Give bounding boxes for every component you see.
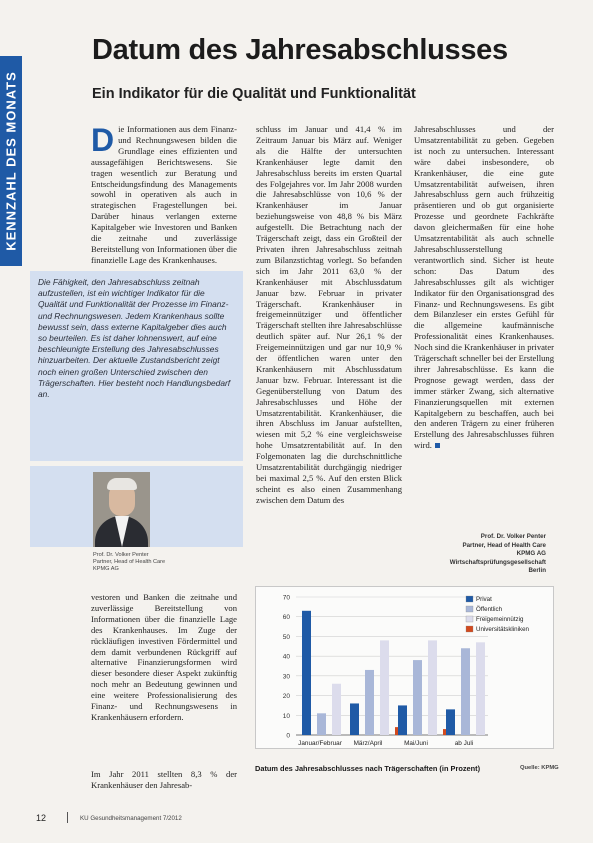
body-column-1-continued: vestoren und Banken die zeitnahe und zuverlässige Bereitstellung von Informationen über die finanzielle Lage des Krankenhauses. Im Zuge der rückläufigen investiven Fördermittel und dem damit verbundenen Rückgriff auf alternative Finanzierungsformen wird dieser besondere dieser Aspekt zukünftig noch mehr an Bedeutung gewinnen und eine weitere Professionalisierung des Finanz- und Rechnungswesens in Krankenhäusern erfordern.	[91, 592, 237, 722]
chart-caption: Datum des Jahresabschlusses nach Trägerschaften (in Prozent)	[255, 764, 481, 773]
legend-swatch	[466, 596, 473, 602]
legend-swatch	[466, 616, 473, 622]
x-tick-label: März/April	[353, 740, 383, 747]
bar	[302, 611, 311, 735]
y-tick-label: 20	[282, 693, 290, 701]
bar	[398, 705, 407, 735]
kennzahl-banner	[0, 56, 22, 266]
photo-caption: Prof. Dr. Volker Penter Partner, Head of Health Care KPMG AG	[93, 552, 166, 572]
end-mark	[435, 443, 440, 448]
legend-swatch	[466, 606, 473, 612]
pull-quote-box	[30, 271, 243, 461]
y-tick-label: 0	[286, 732, 290, 740]
body-column-3	[414, 124, 554, 451]
author-caption: Prof. Dr. Volker Penter Partner, Head of Health Care KPMG AG Wirtschaftsprüfungsgesellschaft Berlin	[449, 533, 546, 575]
legend-label: Öffentlich	[476, 606, 503, 613]
bar	[332, 684, 341, 735]
bar-chart-svg	[256, 587, 555, 750]
column-3-text: Jahresabschlusses und der Umsatzrentabilität zu geben. Gegeben ist noch zu untersuchen. Interessant wäre dabei insbesondere, ob Krankenhäuser, die eine gute Umsatzrentabilität aufweisen, ihren Jahresabschluss gern auch frühzeitig präsentieren und ob gut organisierte Prozesse und geordnete Fachkräfte davon gleichermaßen für eine hohe Umsatzrentabilität als auch schnelle Jahresabschlusserstellung verantwortlich sind. Sicher ist heute schon: Das Datum des Jahresabschlusses gilt als wichtiger Indikator für den Organisationsgrad des Finanz- und Rechnungswesens. Es gibt dem Bilanzleser ein erstes Gefühl für die allgemeine kaufmännische Professionalität eines Krankenhauses. Noch sind die Krankenhäuser in privater Trägerschaft schneller bei der Erstellung ihrer Jahresabschlüsse. Es kann die Prognose gewagt werden, dass der immer stärker Zwang, sich alternative Finanzierungsquellen mit externen Kapitalgebern zu beschaffen, auch bei den anderen Trägern zu einer früheren Erstellung des Jahresabschlusses führen wird.	[414, 124, 554, 451]
x-tick-label: Januar/Februar	[298, 740, 342, 747]
bar-chart	[255, 586, 554, 749]
x-tick-label: Mai/Juni	[404, 740, 428, 747]
chart-source: Quelle: KPMG	[520, 765, 559, 771]
publication-name: KU Gesundheitsmanagement 7/2012	[80, 815, 182, 822]
intro-text: ie Informationen aus dem Finanz- und Rechnungswesen bilden die Grundlage eines effizienten und aussagefähigen Berichtswesens. Sie tragen wesentlich zur Beratung und Entscheidungsfindung des Managements sowohl in operativen als auch in strategischen Fragestellungen bei. Darüber hinaus verlangen externe Kapitalgeber wie Investoren und Banken die zeitnahe und zuverlässige Bereitstellung von Informationen über die finanzielle Lage des Krankenhauses.	[91, 124, 237, 265]
footer-divider	[67, 812, 68, 823]
bar	[317, 713, 326, 735]
bar	[365, 670, 374, 735]
bar	[380, 640, 389, 735]
bar	[461, 648, 470, 735]
legend-label: Universitätskliniken	[476, 626, 529, 633]
drop-cap: D	[91, 122, 115, 158]
legend-swatch	[466, 626, 473, 632]
article-subtitle: Ein Indikator für die Qualität und Funktionalität	[92, 86, 416, 102]
y-tick-label: 10	[282, 712, 290, 720]
body-column-1	[91, 124, 237, 266]
article-title: Datum des Jahresabschlusses	[92, 34, 508, 66]
x-tick-label: ab Juli	[454, 740, 474, 747]
y-tick-label: 70	[282, 594, 290, 602]
y-tick-label: 60	[282, 614, 290, 622]
pull-quote: Die Fähigkeit, den Jahresabschluss zeitnah aufzustellen, ist ein wichtiger Indikator für die Qualität und Funktionalität der Prozesse im Finanz- und Rechnungswesen. Jedem Krankenhaus sollte bewusst sein, dass externe Kapitalgeber dies auch so beurteilen. Es ist daher lohnenswert, auf eine beschleunigte Erstellung des Jahresabschlusses hinzuarbeiten. Der aktuelle Zustandsbericht zeigt noch einen großen Unterschied zwischen den Trägerschaften. Hier besteht noch Handlungsbedarf an.	[38, 277, 231, 400]
y-tick-label: 30	[282, 673, 290, 681]
bar	[476, 642, 485, 735]
author-photo	[93, 472, 150, 547]
bar	[446, 709, 455, 735]
body-column-1-end: Im Jahr 2011 stellten 8,3 % der Krankenhäuser den Jahresab-	[91, 769, 237, 790]
body-column-2: schluss im Januar und 41,4 % im Zeitraum Januar bis März auf. Weniger als die Hälfte der untersuchten Krankenhäuser legte damit den Jahresabschluss bereits im ersten Quartal des Folgejahres vor. Im Jahr 2008 wurden die Jahresabschlüsse von 10,6 % der Krankenhäuser im Januar beziehungsweise von 48,8 % bis März aufgestellt. Die Betrachtung nach der Trägerschaft zeigt, dass ein Großteil der Privaten ihren Jahresabschluss zeitnah zum Bilanzstichtag vorlegt. So befanden sich im Jahr 2011 63,0 % der Krankenhäuser mit Abschlussdatum Januar bzw. Februar in privater Trägerschaft. Krankenhäuser in freigemeinnütziger und öffentlicher Trägerschaft stellten ihre Jahresabschlüsse deutlich später auf. Nur 26,1 % der Freigemeinnützigen und gar nur 10,9 % der öffentlichen waren unter den Krankenhäusern mit Abschlussdatum Januar bzw. Februar. Interessant ist die Gegenüberstellung von Datum des Jahresabschlusses und Höhe der Umsatzrentabilität. Krankenhäuser, die ihren Abschluss im Januar aufstellten, wiesen mit 5,2 % eine vergleichsweise hohe Umsatzrentabilität auf. In den Folgemonaten lag die durchschnittliche Umsatzrentabilität durchgängig niedriger bei maximal 2,5 %. Auf den ersten Blick scheint es also einen Zusammenhang zwischen dem Datum des	[256, 124, 402, 505]
bar	[428, 640, 437, 735]
kennzahl-banner-text: KENNZAHL DES MONATS	[3, 71, 19, 251]
y-tick-label: 50	[282, 633, 290, 641]
legend-label: Privat	[476, 596, 492, 603]
page-number: 12	[36, 813, 47, 823]
legend-label: Freigemeinnützig	[476, 616, 524, 623]
y-tick-label: 40	[282, 653, 290, 661]
bar	[350, 703, 359, 735]
bar	[413, 660, 422, 735]
